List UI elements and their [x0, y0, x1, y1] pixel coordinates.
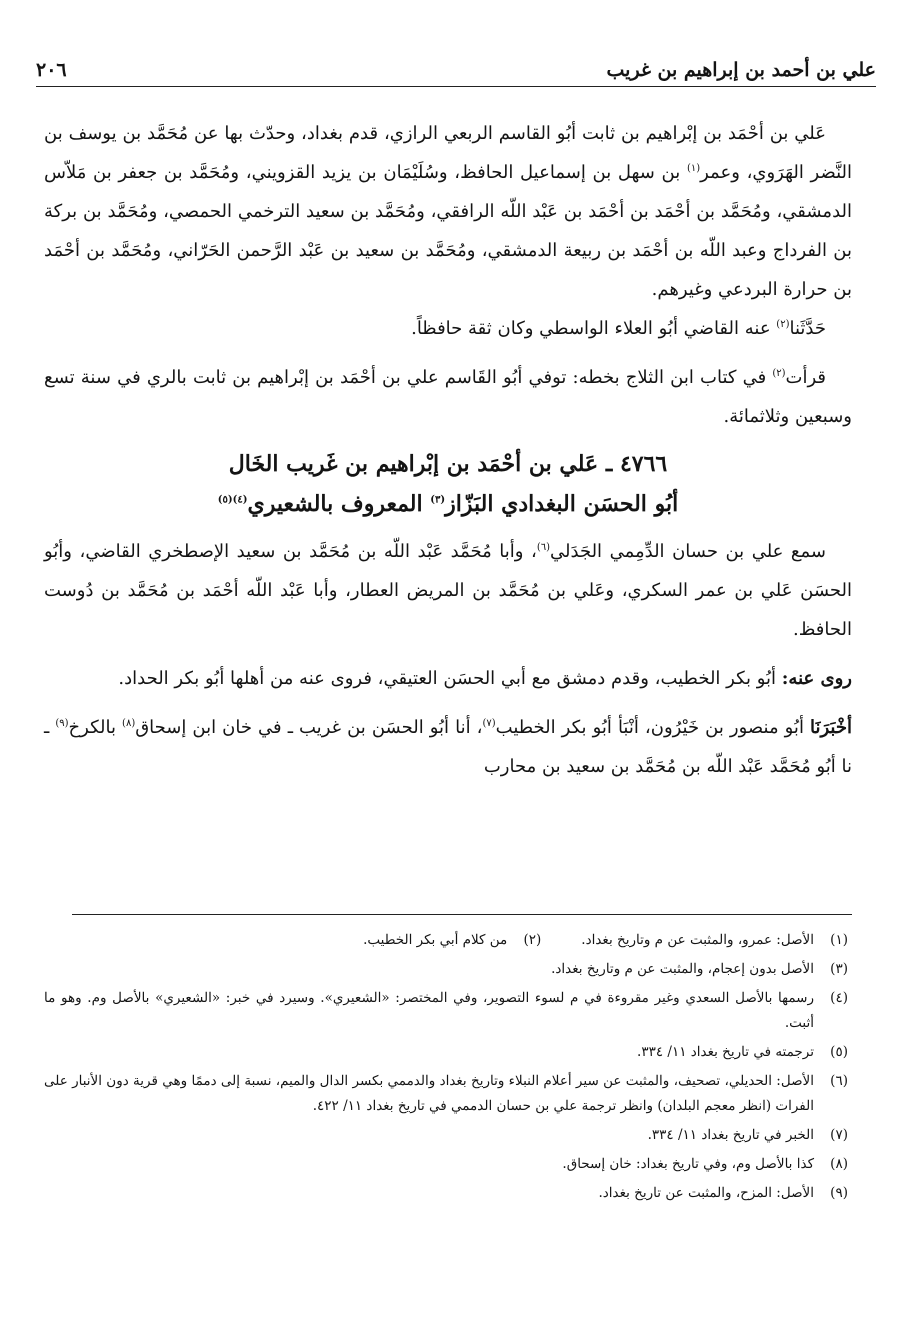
- paragraph-death-note: قرأت$^{(٢)}$ في كتاب ابن الثلاج بخطه: توفي أبُو القَاسم علي بن أحْمَد بن إبْراهيم بن ثابت بالري في سنة تسع وسبعين وثلاثمائة.: [44, 367, 852, 427]
- header-rule: [36, 86, 876, 87]
- footnote-ref: (٤)(٥): [217, 494, 248, 506]
- footnote-ref: (٨): [122, 718, 136, 729]
- footnote-7: (٧) الخبر في تاريخ بغداد ١١/ ٣٣٤.: [647, 1127, 848, 1143]
- running-head: [36, 44, 876, 80]
- footnote-rule: [72, 914, 852, 915]
- paragraph-biography: عَلي بن أحْمَد بن إبْراهيم بن ثابت أبُو القاسم الربعي الرازي، قدم بغداد، وحدّث بها عن مُحَمَّد بن يوسف بن النَّضر الهَرَوي، وعمر$^{(١)}$ بن سهل بن إسماعيل الحافظ، وسُلَيْمَان بن يزيد القزويني، ومُحَمَّد بن جعفر بن مَلاّس الدمشقي، ومُحَمَّد بن أحْمَد بن أحْمَد بن عَبْد اللّه الرافقي، ومُحَمَّد بن سعيد الترخمي الحمصي، ومُحَمَّد بن بركة بن الفرداج وعبد اللّه بن أحْمَد بن ربيعة الدمشقي، ومُحَمَّد بن سعيد بن عَبْد الرَّحمن الحَرّاني، ومُحَمَّد بن أحْمَد بن حرارة البردعي وغيرهم.: [44, 123, 853, 300]
- paragraph-narrator: حَدَّثَنا$^{(٢)}$ عنه القاضي أبُو العلاء الواسطي وكان ثقة حافظاً.: [411, 318, 826, 339]
- footnote-3: (٣) الأصل بدون إعجام، والمثبت عن م وتاريخ بغداد.: [551, 961, 848, 977]
- paragraph-students: روى عنه: أبُو بكر الخطيب، وقدم دمشق مع أبي الحسَن العتيقي، فروى عنه من أهلها أبُو بكر الحداد.: [118, 668, 852, 689]
- footnote-2: (٢) من كلام أبي بكر الخطيب.: [363, 932, 542, 948]
- footnote-ref: (٦): [536, 542, 551, 553]
- footnote-4: (٤) رسمها بالأصل السعدي وغير مقروءة في م لسوء التصوير، وفي المختصر: «الشعيري». وسيرد في خبر: «الشعيري» بالأصل وم. وهو ما أثبت.: [44, 990, 848, 1031]
- running-title: علي بن أحمد بن إبراهيم بن غريب: [606, 59, 876, 81]
- footnote-1: (١) الأصل: عمرو، والمثبت عن م وتاريخ بغداد.: [581, 932, 848, 948]
- footnotes: [44, 928, 848, 1210]
- entry-heading: ٤٧٦٦ ـ عَلي بن أحْمَد بن إبْراهيم بن غَريب الخَال أبُو الحسَن البغدادي البَزّاز$^{(٣)}$ المعروف بالشعيري$^{(٤)(٥)}$: [217, 451, 679, 517]
- footnote-9: (٩) الأصل: المزح، والمثبت عن تاريخ بغداد.: [598, 1185, 848, 1201]
- footnote-5: (٥) ترجمته في تاريخ بغداد ١١/ ٣٣٤.: [637, 1044, 848, 1060]
- main-text: [44, 114, 852, 786]
- footnote-8: (٨) كذا بالأصل وم، وفي تاريخ بغداد: خان إسحاق.: [562, 1156, 848, 1172]
- footnote-ref: (٩): [55, 718, 69, 729]
- paragraph-teachers: سمع علي بن حسان الدِّمِمي الجَدَلي$^{(٦)}$، وأبا مُحَمَّد عَبْد اللّه بن مُحَمَّد بن سعيد الإصطخري القاضي، وأبُو الحسَن عَلي بن عمر السكري، وعَلي بن مُحَمَّد بن المريض العطار، وأبا عَبْد اللّه أحْمَد بن مُحَمَّد بن دُوست الحافظ.: [44, 541, 852, 640]
- footnote-ref: (٢): [772, 368, 786, 379]
- footnote-ref: (٣): [430, 494, 446, 506]
- footnote-6: (٦) الأصل: الحديلي، تصحيف، والمثبت عن سير أعلام النبلاء وتاريخ بغداد والدممي بكسر الدال والميم، نسبة إلى دممًا وهي قرية دون الأنبار على الفرات (انظر معجم البلدان) وانظر ترجمة علي بن حسان الدممي في تاريخ بغداد ١١/ ٤٢٢.: [44, 1073, 848, 1114]
- footnote-ref: (٢): [776, 319, 790, 330]
- paragraph-isnad: أخْبَرَنَا أبُو منصور بن خَيْرُون، أنْبَأ أبُو بكر الخطيب$^{(٧)}$، أنا أبُو الحسَن بن غريب ـ في خان ابن إسحاق$^{(٨)}$ بالكرخ$^{(٩)}$ ـ نا أبُو مُحَمَّد عَبْد اللّه بن مُحَمَّد بن سعيد بن محارب: [44, 717, 852, 777]
- footnote-ref: (١): [686, 163, 701, 174]
- footnote-ref: (٧): [482, 718, 496, 729]
- footnote-row: [44, 928, 848, 953]
- page-number: ٢٠٦: [36, 59, 67, 81]
